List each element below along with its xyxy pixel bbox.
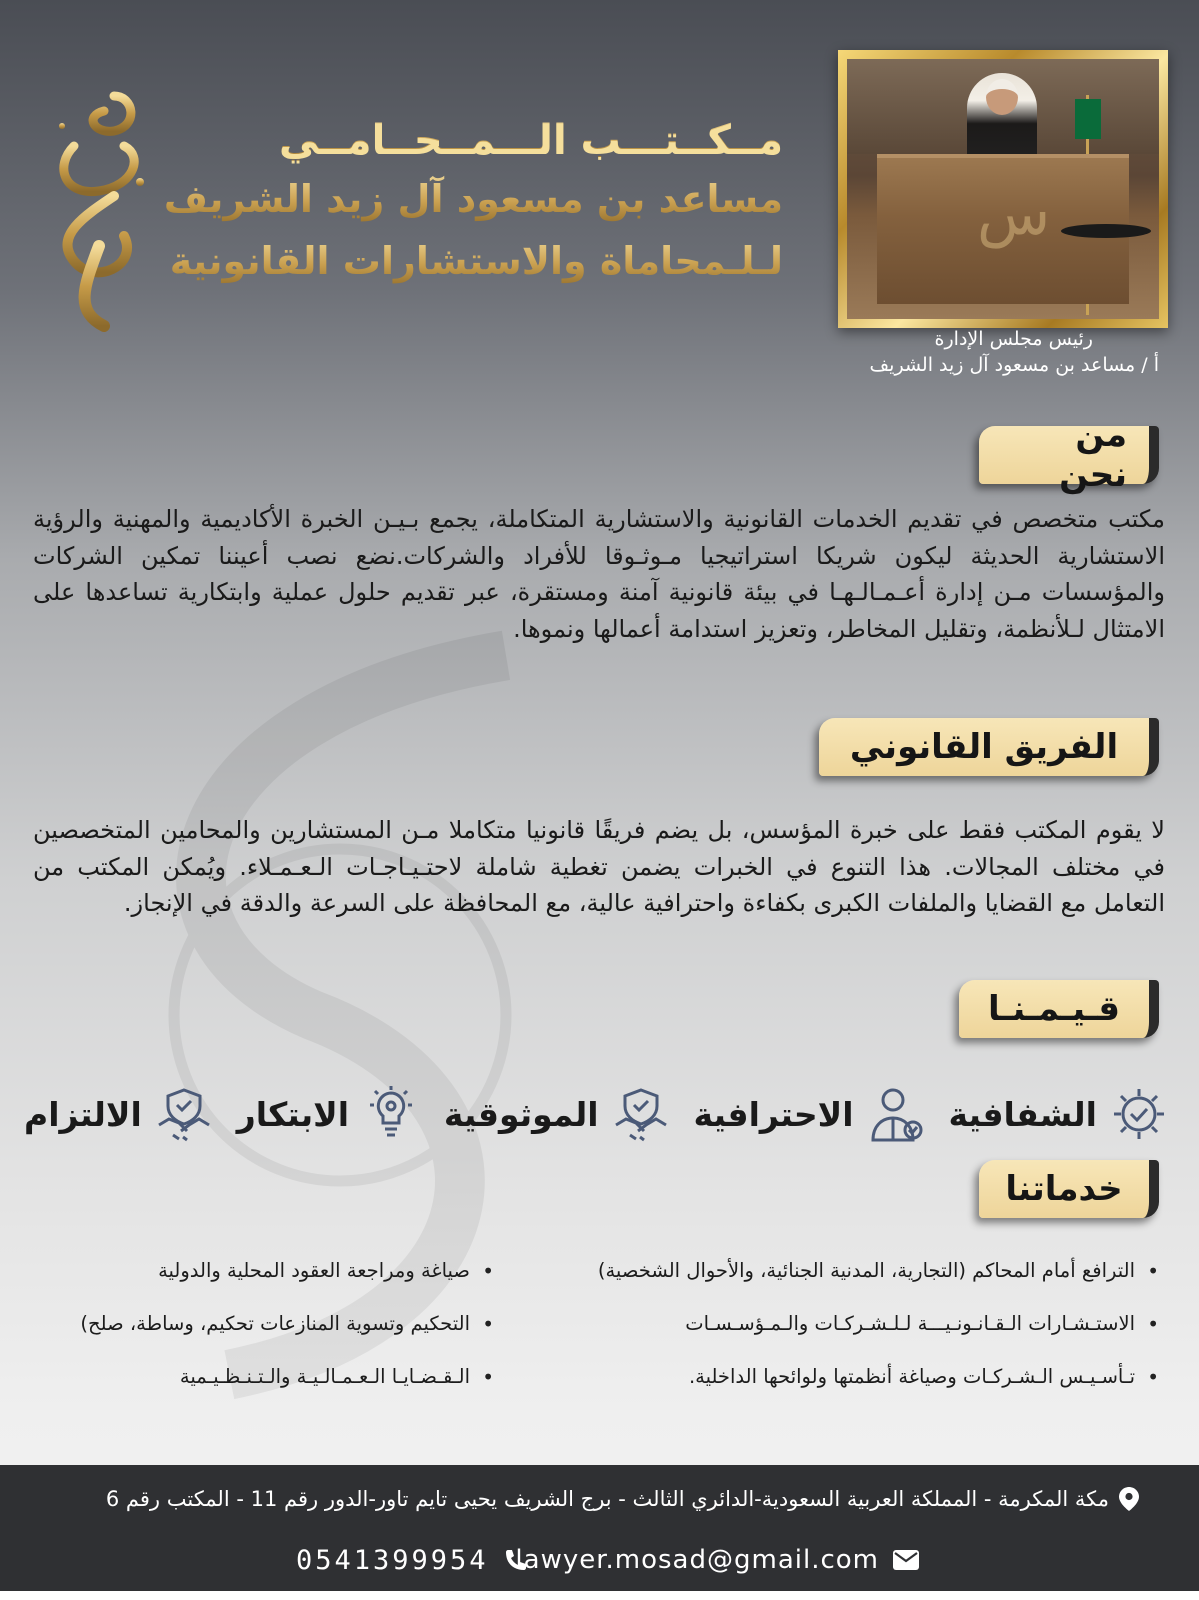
services-column-left: [24, 1258, 494, 1417]
about-text: مكتب متخصص في تقديم الخدمات القانونية والاستشارية المتكاملة، يجمع بـيـن الخبرة الأكاديمية والمهنية والرؤية الاستشارية الحديثة ليكون شريكا استراتيجيا مـوثـوقا للأفراد والشركات.نضع نصب أعيننا تمكين الشركات والمؤسسات مـن إدارة أعـمـالـهـا في بيئة قانونية آمنة ومستقرة، عبر تقديم حلول عملية وابتكارية تساعدها على الامتثال لـلأنظمة، وتقليل المخاطر، وتعزيز استدامة أعمالها ونموها.: [33, 505, 1165, 643]
value-label: الاحترافية: [693, 1094, 854, 1134]
value-item-reliability: [444, 1084, 671, 1144]
handshake-shield-icon: [154, 1084, 214, 1144]
service-item: • الاستـشـارات الـقـانـونـيـــة لـلـشـركـات والـمـؤسـسـات: [549, 1311, 1159, 1364]
services-column-right: [549, 1258, 1159, 1417]
address-row: [106, 1487, 1139, 1511]
header: [0, 0, 1199, 430]
office-title-line1: مــكــتـــب الـــمــحــامــي: [143, 112, 783, 168]
service-item: • الترافع أمام المحاكم (التجارية، المدنية الجنائية، والأحوال الشخصية): [549, 1258, 1159, 1311]
saudi-flag-icon: [1075, 99, 1101, 139]
phone-icon: [503, 1549, 527, 1573]
chairman-caption: [759, 328, 1159, 376]
location-pin-icon: [1119, 1487, 1139, 1511]
chairman-role: رئيس مجلس الإدارة: [934, 328, 1093, 350]
services-list: [24, 1258, 1159, 1408]
office-title-line2: مساعد بن مسعود آل زيد الشريف: [143, 168, 783, 230]
chairman-photo: [847, 59, 1159, 319]
email-link[interactable]: lawyer.mosad@gmail.com: [515, 1545, 879, 1575]
service-item: • تـأسـيـس الـشـركـات وصياغة أنظمتها ولوائحها الداخلية.: [549, 1364, 1159, 1417]
value-label: الشفافية: [948, 1094, 1097, 1134]
chairman-name: أ / مساعد بن مسعود آل زيد الشريف: [869, 354, 1159, 376]
office-title-line3: لـلـمحاماة والاستشارات القانونية: [143, 230, 783, 292]
footer: [0, 1465, 1199, 1591]
value-item-professionalism: [694, 1084, 926, 1144]
phone-number[interactable]: 0541399954: [296, 1545, 489, 1576]
team-text: لا يقوم المكتب فقط على خبرة المؤسس، بل يضم فريقًا قانونيا متكاملا مـن المستشارين والمحامين المتخصصين في مختلف المجالات. هذا التنوع في الخبرات يضمن تغطية شاملة لاحتـيـاجـات الـعـمـلاء. ويُمكن المكتب من التعامل مع القضايا والملفات الكبرى بكفاءة واحترافية عالية، مع المحافظة على السرعة والدقة في الإنجاز.: [33, 816, 1165, 917]
value-label: الالتزام: [24, 1094, 142, 1134]
gear-check-icon: [1109, 1084, 1169, 1144]
service-item: • صياغة ومراجعة العقود المحلية والدولية: [24, 1258, 494, 1311]
value-label: الموثوقية: [443, 1094, 599, 1134]
value-label: الابتكار: [236, 1094, 350, 1134]
handshake-shield-icon: [611, 1084, 671, 1144]
calligraphy-logo-icon: [44, 86, 154, 336]
contact-row: [515, 1545, 919, 1575]
office-title: [143, 112, 783, 292]
bottom-strip: [0, 1591, 1199, 1600]
address-text: مكة المكرمة - المملكة العربية السعودية-الدائري الثالث - برج الشريف يحيى تايم تاور-الدور رقم 11 - المكتب رقم 6: [105, 1487, 1109, 1511]
services-heading: خدماتنا: [979, 1160, 1159, 1218]
phone-row: [296, 1545, 527, 1576]
values-list: [24, 1078, 1169, 1150]
team-heading: الفريق القانوني: [819, 718, 1159, 776]
value-item-commitment: [24, 1084, 214, 1144]
mail-icon: [893, 1550, 919, 1570]
chairman-photo-frame: [838, 50, 1168, 328]
about-heading: من نحن: [979, 426, 1159, 484]
professional-person-icon: [866, 1084, 926, 1144]
service-item: • الـقـضـايـا الـعـمـالـيـة والـتـنـظـيـمية: [24, 1364, 494, 1417]
value-item-innovation: [237, 1084, 421, 1144]
lightbulb-gear-icon: [361, 1084, 421, 1144]
desk-emblem-icon: ﺱ: [977, 179, 1051, 249]
service-item: • التحكيم وتسوية المنازعات تحكيم، وساطة، صلح): [24, 1311, 494, 1364]
values-heading: قـيـمـنـا: [959, 980, 1159, 1038]
value-item-transparency: [948, 1084, 1169, 1144]
